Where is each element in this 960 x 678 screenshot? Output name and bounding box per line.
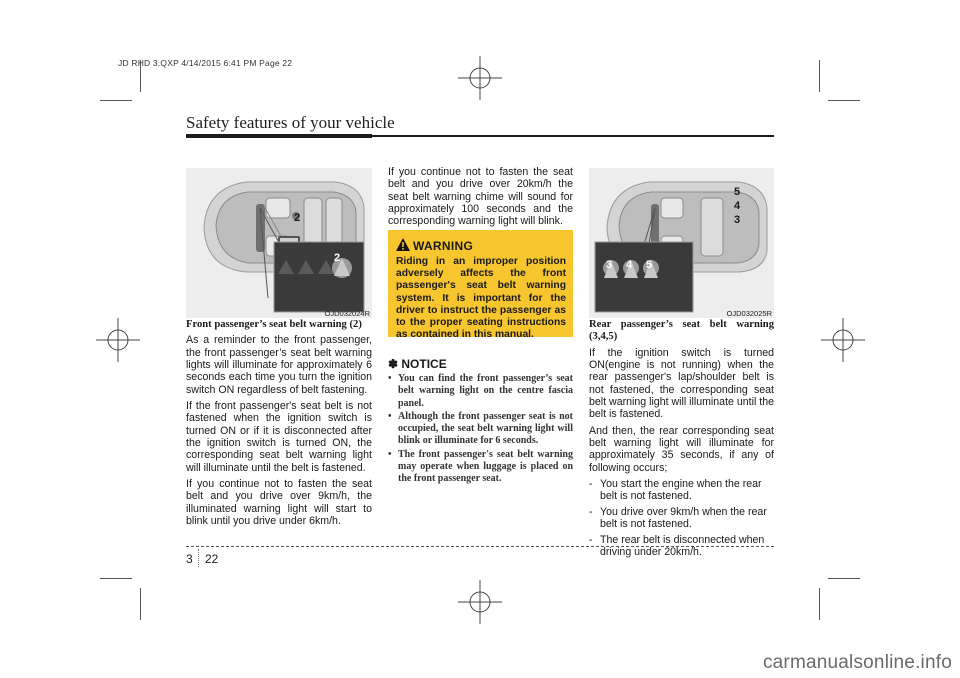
panel-number: 2: [334, 252, 341, 264]
rear-passenger-heading: Rear passenger’s seat belt warning (3,4,5): [589, 319, 774, 343]
list-item: • Although the front passenger seat is not occupied, the seat belt warning light will blink or illuminate for 6 seconds.: [388, 410, 573, 447]
paragraph: As a reminder to the front passenger, the front passenger’s seat belt warning lights will illuminate for approximately 6 seconds each time you turn the ignition switch ON regardless of belt fastening.: [186, 334, 372, 396]
panel-number: 4: [626, 259, 633, 271]
panel-number: 5: [646, 259, 653, 271]
registration-mark-top: [458, 56, 502, 100]
front-passenger-heading: Front passenger’s seat belt warning (2): [186, 319, 362, 330]
page-section-title: Safety features of your vehicle: [186, 113, 395, 132]
figure-code: OJD032024R: [324, 309, 370, 318]
callout-number: 3: [734, 214, 741, 226]
callout-number: 4: [734, 200, 741, 212]
header-rule: [372, 135, 774, 137]
list-item: • You can find the front passenger’s seat belt warning light on the centre fascia panel.: [388, 373, 573, 409]
notice-title: ✽ NOTICE: [388, 357, 447, 371]
panel-number: 3: [606, 259, 613, 271]
front-passenger-figure: [186, 168, 372, 318]
warning-triangle-icon: [396, 238, 410, 251]
header-bar: [186, 134, 372, 138]
rear-passenger-figure: [589, 168, 774, 318]
paragraph: If the ignition switch is turned ON(engine is not running) when the rear passenger's lap/shoulder belt is not fastened, the corresponding seat belt warning light will illuminate until the belt is fastened.: [589, 346, 774, 421]
right-column-text: [589, 319, 774, 561]
list-item: - You start the engine when the rear belt is not fastened.: [589, 478, 762, 503]
warning-box: [388, 230, 573, 341]
paragraph: And then, the rear corresponding seat belt warning light will illuminate for approximately 35 seconds, if any of following occurs;: [589, 424, 774, 474]
watermark: carmanualsonline.info: [762, 652, 952, 673]
page-number: 22: [205, 552, 219, 566]
callout-number: 2: [294, 212, 301, 224]
registration-mark-bottom: [458, 580, 502, 624]
registration-mark-left: [96, 318, 140, 362]
print-slug: JD RHD 3.QXP 4/14/2015 6:41 PM Page 22: [118, 58, 293, 68]
figure-code: OJD032025R: [726, 309, 772, 318]
footer-dashed-rule: [186, 546, 774, 547]
list-item: - The rear belt is disconnected when driving under 20km/h.: [589, 533, 765, 558]
chapter-number: 3: [186, 552, 193, 566]
paragraph: If the front passenger's seat belt is not fastened when the ignition switch is turned ON or if it is disconnected after the ignition switch is turned ON, the corresponding seat belt warning light will illuminate until the belt is fastened.: [186, 400, 372, 474]
paragraph: If you continue not to fasten the seat belt and you drive over 9km/h, the illuminated warning light will start to blink until you drive under 6km/h.: [186, 478, 372, 528]
list-item: • The front passenger's seat belt warning may operate when luggage is placed on the front passenger seat.: [388, 448, 573, 485]
registration-mark-right: [821, 318, 865, 362]
car-top-view-illustration: [186, 168, 372, 318]
paragraph: If you continue not to fasten the seat belt and you drive over 20km/h the seat belt warning chime will sound for approximately 100 seconds and the corresponding warning light will blink.: [388, 166, 573, 228]
warning-title: WARNING: [413, 239, 474, 253]
list-item: - You drive over 9km/h when the rear belt is not fastened.: [589, 505, 767, 531]
car-top-view-illustration: [589, 168, 774, 318]
middle-column-text: [388, 166, 573, 232]
callout-number: 5: [734, 186, 741, 198]
left-column-text: [186, 319, 372, 532]
warning-text: Riding in an improper position adversely affects the front passenger's seat belt warning system. It is important for the driver to instruct the passenger as to the proper seating instructions as contained in this manual.: [396, 256, 566, 341]
footer-separator: [198, 549, 200, 567]
notice-list: [388, 373, 573, 487]
